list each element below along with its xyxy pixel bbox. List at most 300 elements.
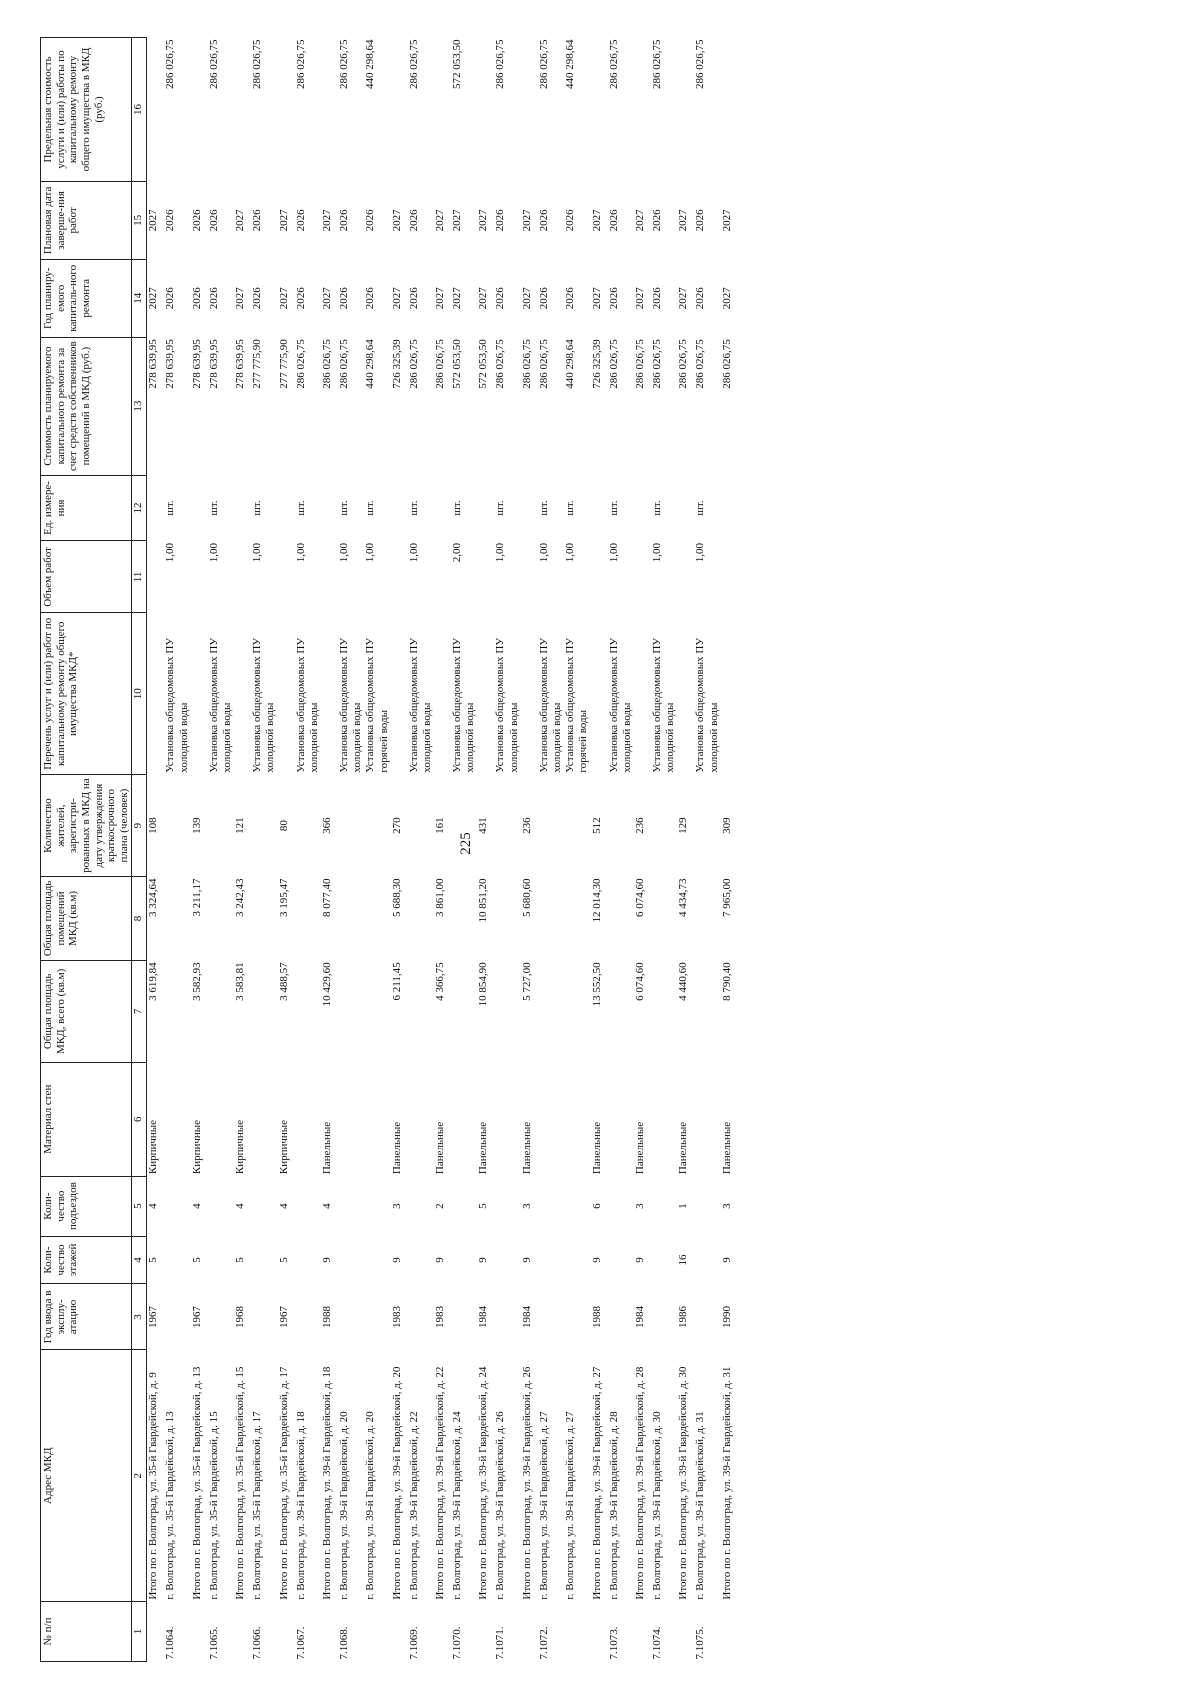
cell-col-2: Итого по г. Волгоград, ул. 39-й Гвардейской, д. 22 xyxy=(434,1366,447,1600)
cell-col-7: 10 429,60 xyxy=(320,962,333,1007)
cell-col-13: 286 026,75 xyxy=(337,339,350,389)
cell-col-12 xyxy=(147,475,165,541)
cell-col-14: 2026 xyxy=(190,287,203,310)
cell-col-11 xyxy=(634,541,651,613)
column-number-2: 2 xyxy=(132,1350,147,1602)
cell-col-9 xyxy=(538,775,564,877)
cell-col-14: 2026 xyxy=(607,287,620,310)
cell-col-16 xyxy=(321,38,338,182)
cell-col-13: 286 026,75 xyxy=(320,339,333,389)
cell-col-5: 5 xyxy=(477,1203,490,1209)
cell-col-6 xyxy=(564,1062,590,1176)
cell-col-11: 1,00 xyxy=(564,542,577,563)
cell-col-7 xyxy=(295,960,321,1062)
cell-col-1: 7.1070. xyxy=(451,1626,464,1660)
column-number-10: 10 xyxy=(132,613,147,775)
table-row xyxy=(208,38,234,1662)
cell-col-1 xyxy=(564,1602,590,1662)
cell-col-7: 6 211,45 xyxy=(390,962,403,1001)
cell-col-13: 286 026,75 xyxy=(537,339,550,389)
cell-col-16: 286 026,75 xyxy=(251,39,264,89)
cell-col-15: 2027 xyxy=(277,209,290,232)
cell-col-3 xyxy=(295,1284,321,1350)
cell-col-4 xyxy=(451,1236,477,1284)
cell-col-2: Итого по г. Волгоград, ул. 39-й Гвардейской, д. 31 xyxy=(720,1366,733,1600)
cell-col-8: 3 211,17 xyxy=(190,878,203,917)
cell-col-1: 7.1069. xyxy=(407,1626,420,1660)
cell-col-2: Итого по г. Волгоград, ул. 35-й Гвардейской, д. 15 xyxy=(234,1366,247,1600)
cell-col-5 xyxy=(451,1176,477,1236)
cell-col-13: 286 026,75 xyxy=(607,339,620,389)
cell-col-11 xyxy=(677,541,694,613)
cell-col-15: 2027 xyxy=(451,209,464,232)
column-number-12: 12 xyxy=(132,475,147,541)
cell-col-9: 161 xyxy=(434,817,447,834)
cell-col-14: 2026 xyxy=(494,287,507,310)
cell-col-15: 2026 xyxy=(294,209,307,232)
cell-col-15: 2026 xyxy=(607,209,620,232)
cell-col-2: г. Волгоград, ул. 39-й Гвардейской, д. 18 xyxy=(294,1411,307,1600)
cell-col-10: Установка общедомовых ПУ холодной воды xyxy=(337,637,364,773)
cell-col-2: г. Волгоград, ул. 39-й Гвардейской, д. 28 xyxy=(607,1411,620,1600)
cell-col-5: 4 xyxy=(147,1203,160,1209)
total-row xyxy=(191,38,208,1662)
cell-col-11: 1,00 xyxy=(337,542,350,563)
cell-col-4 xyxy=(694,1236,720,1284)
cell-col-12: шт. xyxy=(537,500,550,516)
cell-col-8 xyxy=(651,877,677,961)
cell-col-3: 1988 xyxy=(320,1305,333,1328)
cell-col-8 xyxy=(364,877,390,961)
cell-col-13: 278 639,95 xyxy=(147,339,160,389)
cell-col-16: 286 026,75 xyxy=(694,39,707,89)
cell-col-12: шт. xyxy=(564,500,577,516)
cell-col-9 xyxy=(608,775,634,877)
cell-col-5 xyxy=(564,1176,590,1236)
cell-col-1 xyxy=(634,1602,651,1662)
cell-col-9: 236 xyxy=(633,817,646,834)
cell-col-12: шт. xyxy=(650,500,663,516)
cell-col-1: 7.1064. xyxy=(164,1626,177,1660)
cell-col-3: 1967 xyxy=(147,1305,160,1328)
cell-col-11: 1,00 xyxy=(364,542,377,563)
cell-col-16 xyxy=(677,38,694,182)
column-header-3: Год ввода в эксплу-атацию xyxy=(41,1284,132,1350)
cell-col-2: Итого по г. Волгоград, ул. 39-й Гвардейской, д. 30 xyxy=(677,1366,690,1600)
column-number-7: 7 xyxy=(132,960,147,1062)
cell-col-5 xyxy=(364,1176,390,1236)
cell-col-9 xyxy=(494,775,520,877)
cell-col-15: 2026 xyxy=(494,209,507,232)
cell-col-16: 286 026,75 xyxy=(607,39,620,89)
cell-col-14: 2027 xyxy=(720,287,733,310)
total-row xyxy=(434,38,451,1662)
cell-col-14: 2027 xyxy=(633,287,646,310)
cell-col-8 xyxy=(251,877,277,961)
cell-col-6: Панельные xyxy=(390,1121,403,1175)
total-row xyxy=(278,38,295,1662)
column-number-15: 15 xyxy=(132,181,147,259)
cell-col-8: 4 434,73 xyxy=(677,878,690,918)
cell-col-16 xyxy=(634,38,651,182)
cell-col-7 xyxy=(608,960,634,1062)
cell-col-11 xyxy=(721,541,738,613)
cell-col-4: 16 xyxy=(677,1254,690,1266)
cell-col-4: 9 xyxy=(390,1257,403,1263)
cell-col-6 xyxy=(251,1062,277,1176)
cell-col-6 xyxy=(338,1062,364,1176)
cell-col-10: Установка общедомовых ПУ холодной воды xyxy=(207,637,234,773)
cell-col-9: 108 xyxy=(147,817,160,834)
total-row xyxy=(147,38,165,1662)
cell-col-6: Панельные xyxy=(434,1121,447,1175)
cell-col-10: Установка общедомовых ПУ холодной воды xyxy=(694,637,720,773)
cell-col-10 xyxy=(278,613,295,775)
cell-col-3 xyxy=(538,1284,564,1350)
cell-col-7: 10 854,90 xyxy=(477,962,490,1007)
cell-col-10: Установка общедомовых ПУ холодной воды xyxy=(164,637,190,773)
column-number-11: 11 xyxy=(132,541,147,613)
cell-col-15: 2026 xyxy=(251,209,264,232)
cell-col-1: 7.1067. xyxy=(294,1626,307,1660)
column-number-8: 8 xyxy=(132,877,147,961)
cell-col-1: 7.1065. xyxy=(207,1626,220,1660)
cell-col-16: 440 298,64 xyxy=(564,39,577,89)
total-row xyxy=(321,38,338,1662)
cell-col-12 xyxy=(521,475,538,541)
cell-col-4: 5 xyxy=(190,1257,203,1263)
table-row xyxy=(538,38,564,1662)
cell-col-1 xyxy=(278,1602,295,1662)
cell-col-10: Установка общедомовых ПУ холодной воды xyxy=(650,637,677,773)
cell-col-8 xyxy=(295,877,321,961)
cell-col-9 xyxy=(564,775,590,877)
cell-col-14: 2027 xyxy=(520,287,533,310)
cell-col-13: 726 325,39 xyxy=(390,339,403,389)
cell-col-7 xyxy=(538,960,564,1062)
cell-col-8: 5 680,60 xyxy=(520,878,533,918)
cell-col-16: 286 026,75 xyxy=(537,39,550,89)
cell-col-4: 9 xyxy=(320,1257,333,1263)
cell-col-4 xyxy=(338,1236,364,1284)
cell-col-1: 7.1068. xyxy=(337,1626,350,1660)
cell-col-3 xyxy=(164,1284,190,1350)
cell-col-14: 2026 xyxy=(251,287,264,310)
cell-col-6: Кирпичные xyxy=(147,1119,160,1175)
cell-col-15: 2027 xyxy=(234,209,247,232)
cell-col-4: 9 xyxy=(720,1257,733,1263)
cell-col-3: 1990 xyxy=(720,1305,733,1328)
column-header-4: Коли-чество этажей xyxy=(41,1236,132,1284)
total-row xyxy=(677,38,694,1662)
cell-col-3: 1984 xyxy=(520,1305,533,1328)
cell-col-2: г. Волгоград, ул. 39-й Гвардейской, д. 20 xyxy=(364,1411,377,1600)
cell-col-4 xyxy=(295,1236,321,1284)
cell-col-4: 9 xyxy=(477,1257,490,1263)
cell-col-7: 3 619,84 xyxy=(147,962,160,1001)
cell-col-5 xyxy=(408,1176,434,1236)
cell-col-5: 1 xyxy=(677,1203,690,1209)
cell-col-14: 2026 xyxy=(650,287,663,310)
cell-col-9: 309 xyxy=(720,817,733,834)
total-row xyxy=(591,38,608,1662)
cell-col-9: 80 xyxy=(277,820,290,832)
cell-col-9: 431 xyxy=(477,817,490,834)
cell-col-6 xyxy=(538,1062,564,1176)
cell-col-2: Итого по г. Волгоград, ул. 35-й Гвардейской, д. 17 xyxy=(277,1366,290,1600)
cell-col-9 xyxy=(694,775,720,877)
cell-col-14: 2027 xyxy=(677,287,690,310)
cell-col-10 xyxy=(677,613,694,775)
table-row xyxy=(564,38,590,1662)
cell-col-1 xyxy=(477,1602,494,1662)
cell-col-2: г. Волгоград, ул. 39-й Гвардейской, д. 30 xyxy=(650,1411,663,1600)
cell-col-8 xyxy=(608,877,634,961)
cell-col-15: 2027 xyxy=(590,209,603,232)
cell-col-9: 236 xyxy=(520,817,533,834)
cell-col-13: 286 026,75 xyxy=(677,339,690,389)
cell-col-4 xyxy=(608,1236,634,1284)
cell-col-13: 286 026,75 xyxy=(294,339,307,389)
cell-col-13: 440 298,64 xyxy=(364,339,377,389)
cell-col-9 xyxy=(364,775,390,877)
cell-col-4 xyxy=(651,1236,677,1284)
cell-col-15: 2027 xyxy=(520,209,533,232)
cell-col-16 xyxy=(234,38,251,182)
cell-col-3 xyxy=(494,1284,520,1350)
cell-col-16 xyxy=(521,38,538,182)
cell-col-5: 3 xyxy=(520,1203,533,1209)
cell-col-11: 1,00 xyxy=(407,542,420,563)
column-header-11: Объем работ xyxy=(41,541,132,613)
cell-col-7 xyxy=(408,960,434,1062)
cell-col-11 xyxy=(477,541,494,613)
cell-col-5 xyxy=(538,1176,564,1236)
column-header-14: Год планиру-емого капиталь-ного ремонта xyxy=(41,259,132,337)
cell-col-1 xyxy=(721,1602,738,1662)
cell-col-12 xyxy=(591,475,608,541)
cell-col-5: 4 xyxy=(234,1203,247,1209)
cell-col-2: г. Волгоград, ул. 39-й Гвардейской, д. 27 xyxy=(537,1411,550,1600)
cell-col-3: 1967 xyxy=(190,1305,203,1328)
column-header-9: Количество жителей, зарегистри-рованных в МКД на дату утверждения краткосрочного плана (человек) xyxy=(41,775,132,877)
column-number-16: 16 xyxy=(132,38,147,182)
cell-col-9: 121 xyxy=(234,817,247,834)
cell-col-15: 2027 xyxy=(147,209,160,232)
cell-col-12: шт. xyxy=(207,500,220,516)
cell-col-13: 277 775,90 xyxy=(277,339,290,389)
cell-col-12 xyxy=(721,475,738,541)
column-header-6: Материал стен xyxy=(41,1062,132,1176)
cell-col-5 xyxy=(494,1176,520,1236)
cell-col-6: Кирпичные xyxy=(277,1119,290,1175)
cell-col-1 xyxy=(434,1602,451,1662)
cell-col-9 xyxy=(408,775,434,877)
column-header-15: Плановая дата заверше-ния работ xyxy=(41,181,132,259)
cell-col-6 xyxy=(694,1062,720,1176)
cell-col-12: шт. xyxy=(364,500,377,516)
page-number: 225 xyxy=(457,832,474,855)
cell-col-1: 7.1073. xyxy=(607,1626,620,1660)
cell-col-10: Установка общедомовых ПУ холодной воды xyxy=(607,637,633,773)
cell-col-16: 286 026,75 xyxy=(407,39,420,89)
cell-col-6: Панельные xyxy=(320,1121,333,1175)
cell-col-14: 2027 xyxy=(434,287,447,310)
cell-col-8: 7 965,00 xyxy=(720,878,733,918)
cell-col-4 xyxy=(494,1236,520,1284)
cell-col-1: 7.1074. xyxy=(650,1626,663,1660)
total-row xyxy=(391,38,408,1662)
cell-col-3: 1988 xyxy=(590,1305,603,1328)
cell-col-11: 1,00 xyxy=(607,542,620,563)
cell-col-11: 1,00 xyxy=(294,542,307,563)
cell-col-8: 10 851,20 xyxy=(477,878,490,923)
column-number-1: 1 xyxy=(132,1602,147,1662)
cell-col-10: Установка общедомовых ПУ холодной воды xyxy=(407,637,433,773)
cell-col-13: 278 639,95 xyxy=(164,339,177,389)
cell-col-2: г. Волгоград, ул. 39-й Гвардейской, д. 22 xyxy=(407,1411,420,1600)
cell-col-13: 286 026,75 xyxy=(694,339,707,389)
cell-col-7 xyxy=(164,960,190,1062)
cell-col-11: 1,00 xyxy=(164,542,177,563)
cell-col-13: 726 325,39 xyxy=(590,339,603,389)
cell-col-4 xyxy=(208,1236,234,1284)
cell-col-4 xyxy=(364,1236,390,1284)
cell-col-6 xyxy=(608,1062,634,1176)
header-labels-row xyxy=(41,38,132,1662)
cell-col-16 xyxy=(477,38,494,182)
column-header-1: № п/п xyxy=(41,1602,132,1662)
cell-col-6: Кирпичные xyxy=(190,1119,203,1175)
cell-col-15: 2026 xyxy=(694,209,707,232)
cell-col-6: Кирпичные xyxy=(234,1119,247,1175)
cell-col-1 xyxy=(391,1602,408,1662)
cell-col-13: 278 639,95 xyxy=(190,339,203,389)
cell-col-5 xyxy=(694,1176,720,1236)
cell-col-4 xyxy=(251,1236,277,1284)
cell-col-15: 2026 xyxy=(564,209,577,232)
column-number-3: 3 xyxy=(132,1284,147,1350)
column-number-14: 14 xyxy=(132,259,147,337)
cell-col-5: 4 xyxy=(320,1203,333,1209)
cell-col-7 xyxy=(364,960,390,1062)
cell-col-12: шт. xyxy=(407,500,420,516)
header-numbers-row xyxy=(132,38,147,1662)
table-row xyxy=(338,38,364,1662)
cell-col-7 xyxy=(208,960,234,1062)
cell-col-14: 2027 xyxy=(147,287,160,310)
cell-col-5: 2 xyxy=(434,1203,447,1209)
cell-col-6 xyxy=(651,1062,677,1176)
cell-col-6 xyxy=(164,1062,190,1176)
cell-col-10 xyxy=(591,613,608,775)
cell-col-3: 1983 xyxy=(434,1305,447,1328)
cell-col-9 xyxy=(164,775,190,877)
cell-col-15: 2027 xyxy=(677,209,690,232)
cell-col-7 xyxy=(451,960,477,1062)
cell-col-7 xyxy=(338,960,364,1062)
cell-col-9: 139 xyxy=(190,817,203,834)
cell-col-7: 3 582,93 xyxy=(190,962,203,1001)
cell-col-14: 2026 xyxy=(407,287,420,310)
cell-col-16: 286 026,75 xyxy=(207,39,220,89)
cell-col-6: Панельные xyxy=(520,1121,533,1175)
cell-col-12 xyxy=(191,475,208,541)
cell-col-13: 440 298,64 xyxy=(564,339,577,389)
table-row xyxy=(494,38,520,1662)
cell-col-1 xyxy=(364,1602,390,1662)
total-row xyxy=(477,38,494,1662)
cell-col-10 xyxy=(721,613,738,775)
cell-col-16: 440 298,64 xyxy=(364,39,377,89)
cell-col-6 xyxy=(364,1062,390,1176)
cell-col-10: Установка общедомовых ПУ холодной воды xyxy=(537,637,564,773)
column-header-5: Коли-чество подъездов xyxy=(41,1176,132,1236)
cell-col-8: 3 195,47 xyxy=(277,878,290,918)
cell-col-14: 2027 xyxy=(590,287,603,310)
cell-col-2: Итого по г. Волгоград, ул. 35-й Гвардейской, д. 13 xyxy=(190,1366,203,1600)
column-header-7: Общая площадь МКД, всего (кв.м) xyxy=(41,960,132,1062)
cell-col-16: 286 026,75 xyxy=(650,39,663,89)
cell-col-10 xyxy=(234,613,251,775)
cell-col-16 xyxy=(278,38,295,182)
cell-col-6: Панельные xyxy=(633,1121,646,1175)
cell-col-8 xyxy=(694,877,720,961)
cell-col-12: шт. xyxy=(451,500,464,516)
cell-col-8: 5 688,30 xyxy=(390,878,403,918)
cell-col-2: г. Волгоград, ул. 35-й Гвардейской, д. 15 xyxy=(207,1411,220,1600)
cell-col-5 xyxy=(164,1176,190,1236)
cell-col-10 xyxy=(147,613,165,775)
cell-col-6: Панельные xyxy=(720,1121,733,1175)
cell-col-8: 6 074,60 xyxy=(633,878,646,918)
cell-col-1 xyxy=(521,1602,538,1662)
cell-col-3 xyxy=(208,1284,234,1350)
cell-col-13: 286 026,75 xyxy=(720,339,733,389)
cell-col-11 xyxy=(521,541,538,613)
cell-col-14: 2027 xyxy=(320,287,333,310)
cell-col-3 xyxy=(251,1284,277,1350)
cell-col-1 xyxy=(191,1602,208,1662)
cell-col-5 xyxy=(608,1176,634,1236)
cell-col-11: 1,00 xyxy=(494,542,507,563)
cell-col-7 xyxy=(651,960,677,1062)
cell-col-7: 6 074,60 xyxy=(633,962,646,1001)
cell-col-11 xyxy=(434,541,451,613)
cell-col-9 xyxy=(338,775,364,877)
cell-col-11 xyxy=(191,541,208,613)
cell-col-11 xyxy=(321,541,338,613)
cell-col-16 xyxy=(391,38,408,182)
cell-col-7 xyxy=(564,960,590,1062)
cell-col-14: 2026 xyxy=(364,287,377,310)
cell-col-5: 3 xyxy=(720,1203,733,1209)
cell-col-13: 572 053,50 xyxy=(477,339,490,389)
cell-col-3 xyxy=(408,1284,434,1350)
cell-col-6: Панельные xyxy=(677,1121,690,1175)
cell-col-13: 286 026,75 xyxy=(407,339,420,389)
column-header-10: Перечень услуг и (или) работ по капитальному ремонту общего имущества МКД* xyxy=(41,613,132,775)
cell-col-12: шт. xyxy=(607,500,620,516)
cell-col-13: 286 026,75 xyxy=(633,339,646,389)
cell-col-6 xyxy=(408,1062,434,1176)
cell-col-12: шт. xyxy=(251,500,264,516)
cell-col-6: Панельные xyxy=(590,1121,603,1175)
cell-col-8: 3 861,00 xyxy=(434,878,447,918)
cell-col-16 xyxy=(434,38,451,182)
cell-col-15: 2026 xyxy=(650,209,663,232)
cell-col-1: 7.1072. xyxy=(537,1626,550,1660)
